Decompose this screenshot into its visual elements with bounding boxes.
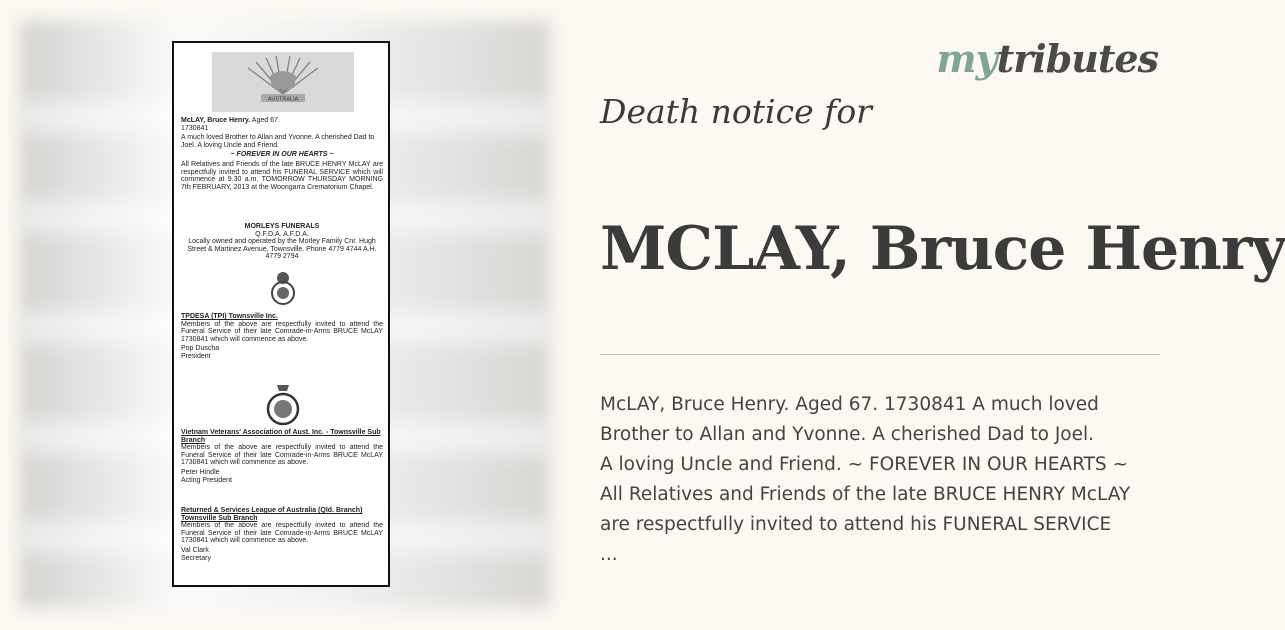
rising-sun-badge-icon <box>212 52 354 112</box>
org-vva <box>181 429 383 484</box>
notice-excerpt <box>600 390 1170 570</box>
funeral-director <box>181 223 383 261</box>
excerpt-line: McLAY, Bruce Henry. Aged 67. 1730841 A much loved <box>600 394 1099 415</box>
notice-main <box>181 117 383 191</box>
org-vva-text: Members of the above are respectfully invited to attend the Funeral Service of their late Comrade-in-Arms BRUCE McLAY 1730841 which will commence as above. <box>181 444 383 467</box>
excerpt-line: Brother to Allan and Yvonne. A cherished Dad to Joel. <box>600 424 1094 445</box>
death-notice-kicker: Death notice for <box>600 92 872 131</box>
notice-funeral-text: All Relatives and Friends of the late BRUCE HENRY McLAY are respectfully invited to attend his FUNERAL SERVICE which will commence at 9.30 a.m. TOMORROW THURSDAY MORNING 7th FEBRUARY, 2013 at the Woongarra Crematorium Chapel. <box>181 160 383 191</box>
notice-aged: Aged 67. <box>250 117 280 124</box>
deceased-name: MCLAY, Bruce Henry <box>600 214 1285 284</box>
divider <box>600 354 1160 355</box>
emblem-banner-text: AUSTRALIA <box>267 96 299 103</box>
logo-my: my <box>936 36 997 81</box>
excerpt-line: A loving Uncle and Friend. ~ FOREVER IN OUR HEARTS ~ <box>600 454 1129 475</box>
director-quals: Q.F.D.A. A.F.D.A. <box>255 230 309 238</box>
org-tpdesa-text: Members of the above are respectfully invited to attend the Funeral Service of their late Comrade-in-Arms BRUCE McLAY 1730841 which will commence as above. <box>181 320 383 343</box>
crest-icon <box>269 269 297 309</box>
org-tpdesa-signer: Pop Duscha <box>181 345 220 353</box>
vva-emblem-icon <box>265 383 301 427</box>
org-vva-role: Acting President <box>181 476 232 484</box>
org-vva-name: Vietnam Veterans' Association of Aust. Inc. - Townsville Sub Branch <box>181 429 381 444</box>
excerpt-ellipsis: ... <box>600 544 618 565</box>
org-tpdesa <box>181 313 383 361</box>
org-rsl-text: Members of the above are respectfully invited to attend the Funeral Service of their late Comrade-in-Arms BRUCE McLAY 1730841 which will commence as above. <box>181 522 383 545</box>
org-rsl-signer: Val Clark <box>181 546 209 554</box>
newspaper-clipping[interactable] <box>172 41 390 587</box>
notice-motto: ~ FOREVER IN OUR HEARTS ~ <box>230 151 334 159</box>
org-tpdesa-name: TPDESA (TPI) Townsville Inc. <box>181 313 278 320</box>
mytributes-logo[interactable] <box>936 36 1158 81</box>
excerpt-line: All Relatives and Friends of the late BRUCE HENRY McLAY <box>600 484 1131 505</box>
logo-tributes: tributes <box>996 36 1158 81</box>
director-detail: Locally owned and operated by the Morley Family Cnr. Hugh Street & Martinez Avenue, Townsville. Phone 4779 4744 A.H. 4779 2794 <box>187 238 377 261</box>
excerpt-line: are respectfully invited to attend his FUNERAL SERVICE <box>600 514 1112 535</box>
director-name: MORLEYS FUNERALS <box>244 223 320 230</box>
org-tpdesa-role: President <box>181 352 211 360</box>
notice-intro: A much loved Brother to Allan and Yvonne. A cherished Dad to Joel. A loving Uncle and Friend. <box>181 134 375 149</box>
notice-service-number: 1730841 <box>181 124 209 132</box>
org-rsl <box>181 507 383 562</box>
notice-heading: McLAY, Bruce Henry. <box>181 117 251 124</box>
org-rsl-name: Returned & Services League of Australia (Qld. Branch) Townsville Sub Branch <box>181 507 363 522</box>
org-vva-signer: Peter Hindle <box>181 468 220 476</box>
org-rsl-role: Secretary <box>181 554 211 562</box>
